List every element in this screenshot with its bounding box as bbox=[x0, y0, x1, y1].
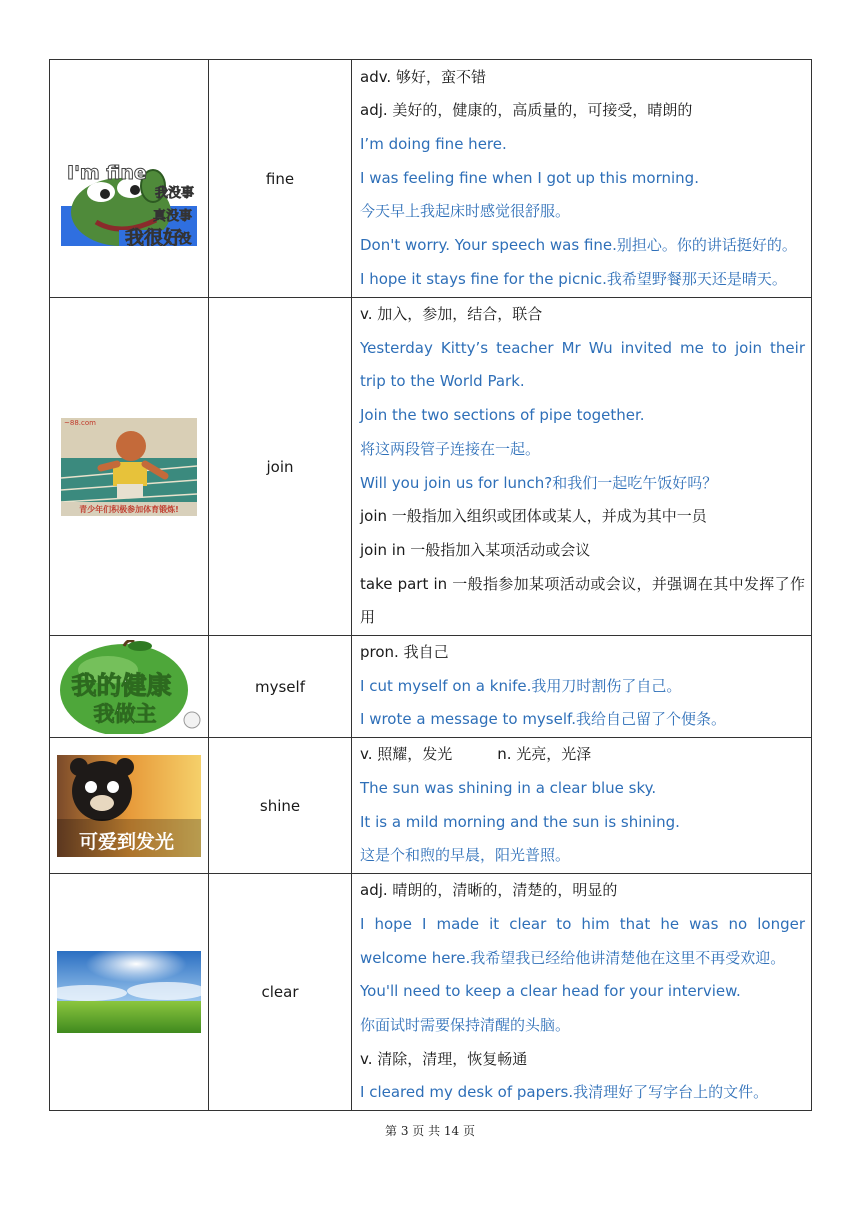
poster-banner: 青少年们积极参加体育锻炼! bbox=[79, 504, 179, 514]
example-line: Join the two sections of pipe together. bbox=[360, 406, 645, 425]
picture-cell bbox=[50, 60, 209, 298]
definition-line: v. 加入，参加，结合，联合 bbox=[360, 305, 543, 323]
example-line: I was feeling fine when I got up this morning. bbox=[360, 168, 699, 187]
meme-caption-top: I'm fine bbox=[67, 161, 147, 184]
vocab-row-join bbox=[50, 298, 812, 636]
vocab-word: join bbox=[266, 457, 294, 476]
definitions-cell bbox=[352, 636, 812, 738]
definitions-cell bbox=[352, 874, 812, 1111]
meme-side-text: 我没事 bbox=[155, 185, 195, 201]
example-line: Don't worry. Your speech was fine.别担心。你的讲话挺好的。 bbox=[360, 236, 797, 255]
definition-line: pron. 我自己 bbox=[360, 643, 449, 662]
definition-line: join in 一般指加入某项活动或会议 bbox=[360, 540, 591, 559]
word-cell bbox=[209, 60, 352, 298]
example-line: 将这两段管子连接在一起。 bbox=[360, 439, 541, 458]
green-apple-image bbox=[58, 640, 201, 734]
word-cell bbox=[209, 636, 352, 738]
apple-text-line1: 我的健康 bbox=[71, 670, 172, 700]
vocab-word: fine bbox=[265, 169, 295, 188]
definition-line: adv. 够好，蛮不错 bbox=[360, 67, 486, 86]
vocab-row-clear bbox=[50, 874, 812, 1111]
definition-line: take part in 一般指参加某项活动或会议，并强调在其中发挥了作用 bbox=[360, 574, 805, 627]
example-line: 今天早上我起床时感觉很舒服。 bbox=[360, 202, 571, 221]
definition-line: adj. 美好的，健康的，高质量的，可接受，晴朗的 bbox=[360, 101, 693, 120]
apple-text-line2: 我做主 bbox=[93, 701, 157, 726]
definitions-cell bbox=[352, 60, 812, 298]
vocab-row-shine bbox=[50, 738, 812, 874]
picture-cell bbox=[50, 874, 209, 1111]
frog-meme-image bbox=[61, 112, 197, 246]
vocab-word: clear bbox=[261, 983, 299, 1002]
example-line: I hope I made it clear to him that he was no longer welcome here.我希望我已经给他讲清楚他在这里不再受欢迎。 bbox=[360, 914, 805, 967]
word-cell bbox=[209, 298, 352, 636]
meme-side-text: 没 bbox=[178, 231, 192, 246]
vocabulary-table bbox=[49, 59, 812, 1111]
vocab-row-myself bbox=[50, 636, 812, 738]
word-cell bbox=[209, 738, 352, 874]
definitions-cell bbox=[352, 738, 812, 874]
example-line: Will you join us for lunch?和我们一起吃午饭好吗？ bbox=[360, 473, 718, 492]
sky-grass-image bbox=[57, 951, 201, 1033]
example-line: I hope it stays fine for the picnic.我希望野餐那天还是晴天。 bbox=[360, 269, 787, 288]
example-line: 这是个和煦的早晨，阳光普照。 bbox=[360, 846, 571, 865]
example-line: I cut myself on a knife.我用刀时割伤了自己。 bbox=[360, 676, 682, 695]
example-line: The sun was shining in a clear blue sky. bbox=[360, 778, 657, 797]
definition-line: join 一般指加入组织或团体或某人，并成为其中一员 bbox=[360, 507, 707, 526]
kumamon-sunset-image bbox=[57, 755, 201, 857]
example-line: You'll need to keep a clear head for your interview. bbox=[360, 982, 741, 1001]
definition-line: v. 照耀，发光 n. 光亮，光泽 bbox=[360, 745, 592, 764]
picture-cell bbox=[50, 636, 209, 738]
running-boy-poster-image bbox=[61, 418, 197, 516]
picture-cell bbox=[50, 738, 209, 874]
example-line: I’m doing fine here. bbox=[360, 134, 507, 153]
example-line: I wrote a message to myself.我给自己留了个便条。 bbox=[360, 710, 726, 729]
page-footer: 第 3 页 共 14 页 bbox=[385, 1124, 475, 1138]
example-line: 你面试时需要保持清醒的头脑。 bbox=[360, 1015, 571, 1034]
vocab-word: myself bbox=[255, 677, 305, 696]
definition-line: adj. 晴朗的，清晰的，清楚的，明显的 bbox=[360, 881, 618, 900]
vocab-row-fine bbox=[50, 60, 812, 298]
shine-caption: 可爱到发光 bbox=[79, 830, 175, 853]
vocab-word: shine bbox=[259, 796, 301, 815]
definitions-cell bbox=[352, 298, 812, 636]
picture-cell bbox=[50, 298, 209, 636]
example-line: It is a mild morning and the sun is shining. bbox=[360, 812, 680, 831]
example-line: Yesterday Kitty’s teacher Mr Wu invited me to join their trip to the World Park. bbox=[360, 338, 805, 391]
poster-watermark: ~88.com bbox=[64, 418, 96, 427]
word-cell bbox=[209, 874, 352, 1111]
definition-line: v. 清除，清理，恢复畅通 bbox=[360, 1049, 528, 1068]
example-line: I cleared my desk of papers.我清理好了写字台上的文件。 bbox=[360, 1083, 769, 1102]
meme-caption-bottom: 我很好 bbox=[125, 226, 183, 246]
meme-side-text: 真没事 bbox=[153, 208, 193, 224]
